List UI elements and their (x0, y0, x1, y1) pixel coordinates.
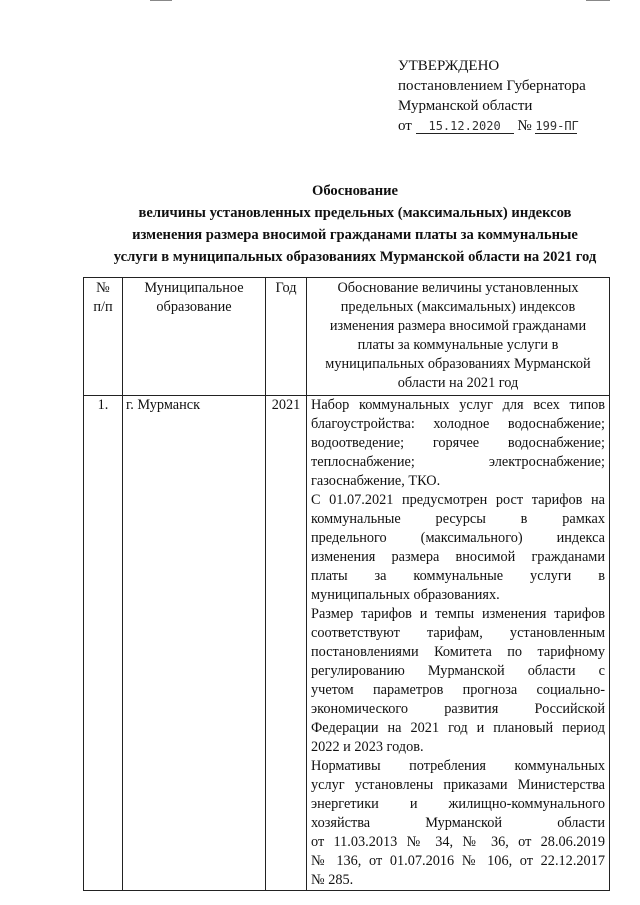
header-year: Год (266, 278, 307, 396)
approval-number: 199-ПГ (535, 119, 579, 133)
row-year: 2021 (266, 396, 307, 891)
header-rationale: Обоснование величины установленных предельных (максимальных) индексов изменения размера вносимой гражданами платы за коммунальные услуги в муниципальных образованиях Мурманской области на 2021 год (307, 278, 610, 396)
approval-line-3: Мурманской области (398, 98, 533, 114)
scan-mark-left (150, 0, 172, 1)
title-line-1: Обоснование (311, 183, 399, 199)
from-label: от (398, 118, 412, 134)
approval-title: УТВЕРЖДЕНО (398, 58, 500, 74)
title-line-3: изменения размера вносимой гражданами платы за коммунальные (132, 227, 578, 243)
header-municipality: Муниципальное образование (123, 278, 266, 396)
document-title (60, 180, 640, 268)
row-rationale: Набор коммунальных услуг для всех типов благоустройства: холодное водоснабжение; водоотведение; горячее водоснабжение; теплоснабжение; электроснабжение; газоснабжение, ТКО. С 01.07.2021 предусмотрен рост тарифов на коммунальные ресурсы в рамках предельного (максимального) индекса изменения размера вносимой гражданами платы за коммунальные услуги в муниципальных образованиях. Размер тарифов и темпы изменения тарифов соответствуют тарифам, установленным постановлениями Комитета по тарифному регулированию Мурманской области с учетом параметров прогноза социально- экономического развития Российской Федерации на 2021 год и плановый период 2022 и 2023 годов. Нормативы потребления коммунальных услуг установлены приказами Министерства энергетики и жилищно-коммунального хозяйства Мурманской области от 11.03.2013 № 34, № 36, от 28.06.2019 № 136, от 01.07.2016 № 106, от 22.12.2017 № 285. (307, 396, 610, 891)
approval-date-line (398, 116, 586, 136)
approval-block (398, 56, 586, 136)
title-line-2: величины установленных предельных (максимальных) индексов (138, 205, 572, 221)
approval-line-2: постановлением Губернатора (398, 78, 586, 94)
header-num: № п/п (84, 278, 123, 396)
table-row (84, 396, 610, 891)
approval-date: 15.12.2020 (416, 119, 514, 134)
rationale-table (83, 277, 610, 891)
row-num: 1. (84, 396, 123, 891)
scan-mark-right (586, 0, 610, 1)
row-municipality: г. Мурманск (123, 396, 266, 891)
table-header-row (84, 278, 610, 396)
number-label: № (517, 118, 532, 134)
title-line-4: услуги в муниципальных образованиях Мурманской области на 2021 год (113, 249, 597, 265)
